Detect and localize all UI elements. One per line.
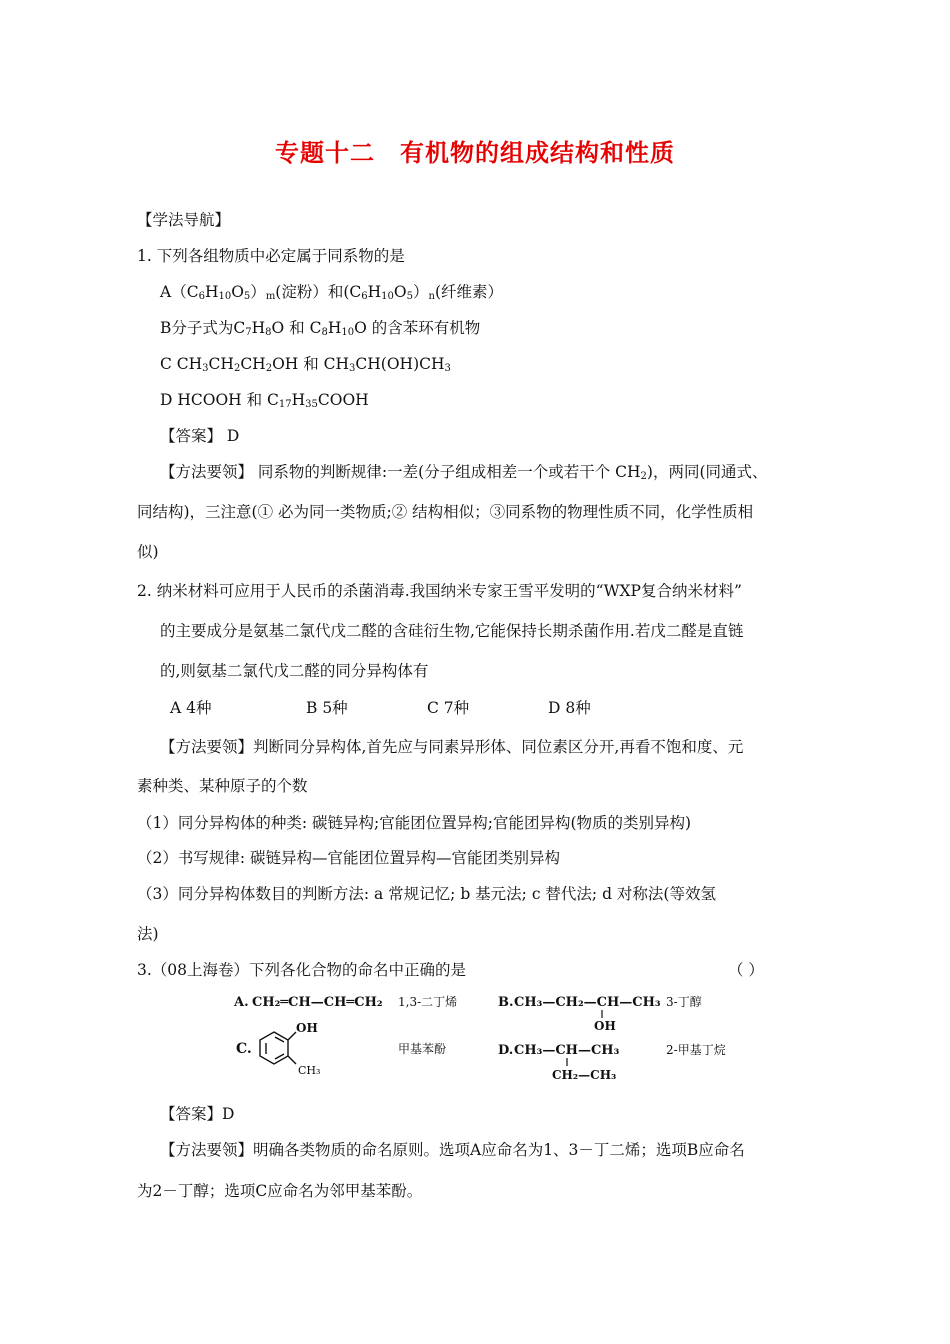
fig-b-sub: OH [594,1019,616,1033]
q1-method-line1: 【方法要领】 同系物的判断规律:一差(分子组成相差一个或若干个 $CH_2$)，两同(同通式、 [160,463,768,482]
q3-method-line1: 【方法要领】明确各类物质的命名原则。选项A应命名为1、3－丁二烯；选项B应命名 [160,1141,745,1159]
q2-method-line1: 【方法要领】判断同分异构体,首先应与同素异形体、同位素区分开,再看不饱和度、元 [160,738,744,756]
q2-option-a: A 4种 [170,699,212,717]
q2-point-1: （1）同分异构体的种类: 碳链异构;官能团位置异构;官能团异构(物质的类别异构) [137,814,692,832]
page-title: 专题十二 有机物的组成结构和性质 [275,139,675,167]
fig-d-label: D. [498,1043,514,1058]
q1-method-line2: 同结构)，三注意(① 必为同一类物质;② 结构相似；③同系物的物理性质不同，化学性质相 [137,503,754,521]
fig-a-label: A. [234,995,249,1010]
q2-method-line2: 素种类、某种原子的个数 [137,777,308,795]
fig-d-name: 2-甲基丁烷 [666,1043,726,1057]
q1-answer: 【答案】 D [160,427,240,445]
q2-stem-line1: 2. 纳米材料可应用于人民币的杀菌消毒.我国纳米专家王雪平发明的“WXP复合纳米材料” [137,582,742,600]
fig-b-label: B. [498,995,514,1010]
q3-answer-bracket: （ ） [728,961,764,979]
fig-c-benzene-ring [260,1032,296,1064]
q1-option-b: B分子式为$C_7H_8O$ 和 $C_8H_{10}O$ 的含苯环有机物 [160,319,481,338]
q2-point-3-line2: 法) [137,925,159,943]
q3-compound-figure [230,988,750,1088]
fig-c-label: C. [236,1041,252,1057]
q1-stem: 1. 下列各组物质中必定属于同系物的是 [137,247,405,265]
fig-b-formula: CH₃—CH₂—CH—CH₃ [514,995,661,1010]
fig-a-name: 1,3-二丁烯 [398,995,458,1009]
q2-option-c: C 7种 [427,699,470,717]
q2-stem-line3: 的,则氨基二氯代戊二醛的同分异构体有 [160,662,429,680]
section-header: 【学法导航】 [137,211,231,229]
q1-option-a: $A(C_6H_{10}O_5)_m$(淀粉）和$(C_6H_{10}O_5)_n$(纤维素） [160,283,504,302]
fig-b-name: 3-丁醇 [666,995,702,1009]
fig-c-ch3: CH₃ [298,1064,321,1077]
fig-c-name: 甲基苯酚 [398,1042,447,1056]
q3-method-line2: 为2－丁醇；选项C应命名为邻甲基苯酚。 [137,1182,423,1200]
q2-option-b: B 5种 [306,699,348,717]
fig-a-formula: CH₂═CH—CH═CH₂ [252,995,383,1010]
fig-c-oh: OH [296,1021,318,1035]
q3-stem: 3.（08上海卷）下列各化合物的命名中正确的是 [137,961,467,979]
q2-point-2: （2）书写规律: 碳链异构—官能团位置异构—官能团类别异构 [137,849,561,867]
q1-option-d: D HCOOH 和 $C_{17}H_{35}COOH$ [160,391,369,410]
q3-answer: 【答案】D [160,1105,235,1123]
fig-d-sub: CH₂—CH₃ [552,1068,617,1082]
q1-option-c: C $CH_3CH_2CH_2OH$ 和 $CH_3CH(OH)CH_3$ [160,355,451,374]
q2-point-3-line1: （3）同分异构体数目的判断方法: a 常规记忆; b 基元法; c 替代法; d 对称法(等效氢 [137,885,716,903]
fig-d-formula: CH₃—CH—CH₃ [514,1043,620,1058]
q1-method-line3: 似) [137,543,159,561]
q2-stem-line2: 的主要成分是氨基二氯代戊二醛的含硅衍生物,它能保持长期杀菌作用.若戊二醛是直链 [160,622,744,640]
q2-option-d: D 8种 [548,699,591,717]
